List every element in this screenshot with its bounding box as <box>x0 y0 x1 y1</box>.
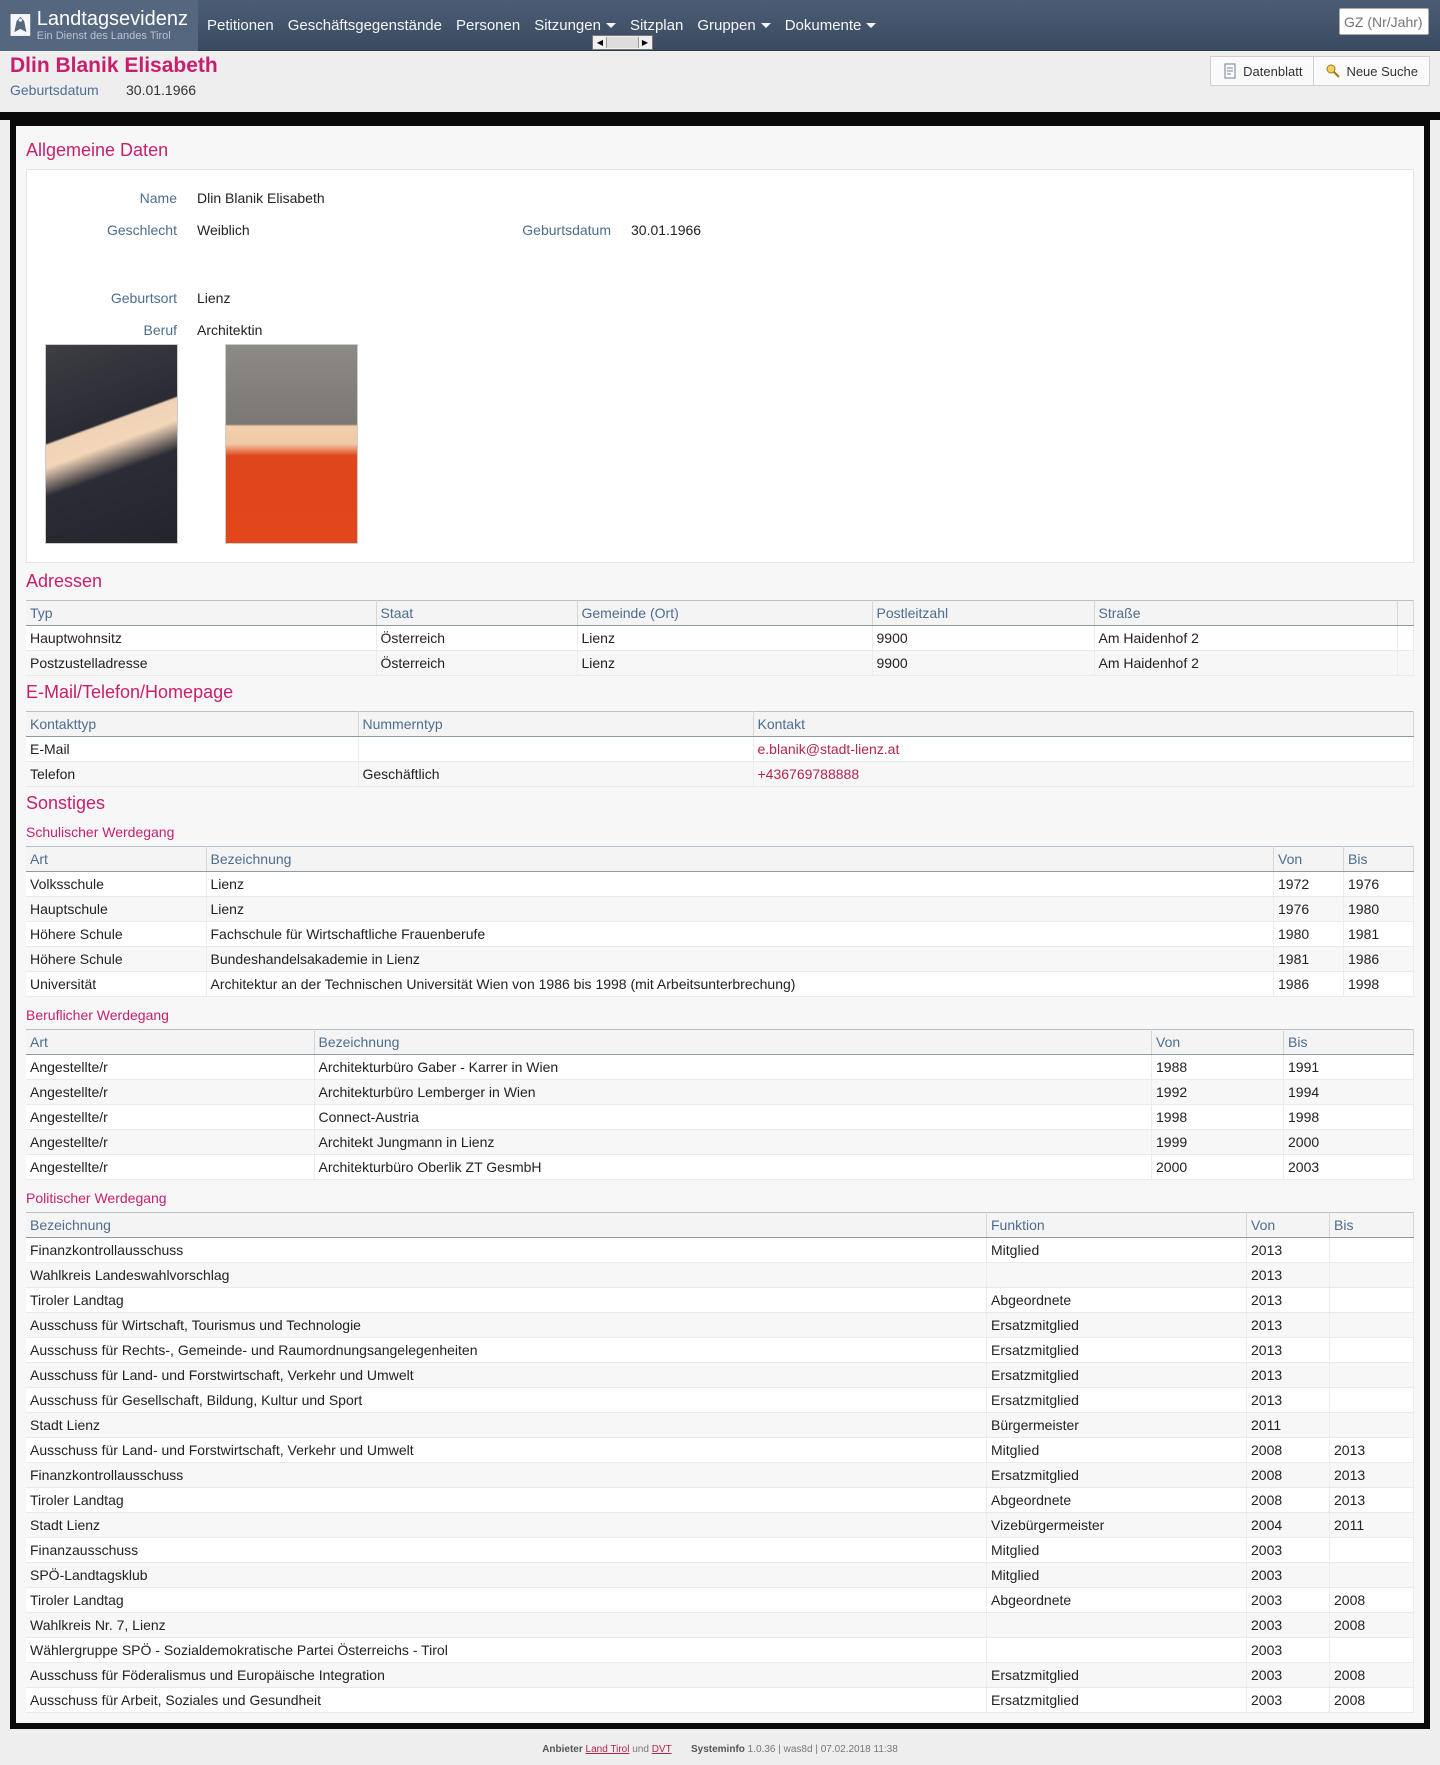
table-row: Wahlkreis Landeswahlvorschlag 2013 <box>26 1263 1414 1288</box>
neue-suche-label: Neue Suche <box>1346 63 1418 79</box>
nav-sitzungen-label: Sitzungen <box>534 16 601 34</box>
table-row: Höhere Schule Bundeshandelsakademie in Lienz 1981 1986 <box>26 947 1414 972</box>
nav-sitzplan[interactable]: Sitzplan <box>629 16 684 34</box>
table-row: Wählergruppe SPÖ - Sozialdemokratische Partei Österreichs - Tirol 2003 <box>26 1638 1414 1663</box>
chevron-down-icon <box>606 23 616 28</box>
table-row: Hauptwohnsitz Österreich Lienz 9900 Am Haidenhof 2 <box>26 626 1414 651</box>
nav-scroller[interactable] <box>592 35 653 50</box>
nav-personen[interactable]: Personen <box>456 16 521 34</box>
geburtsort-value: Lienz <box>197 290 231 306</box>
col-bis: Bis <box>1284 1030 1414 1055</box>
geburtsort-label: Geburtsort <box>110 290 177 306</box>
section-beruflicher-werdegang: Beruflicher Werdegang <box>26 1007 169 1023</box>
col-kontakttyp: Kontakttyp <box>26 712 358 737</box>
table-row: Volksschule Lienz 1972 1976 <box>26 872 1414 897</box>
table-row: Tiroler Landtag Abgeordnete 2013 <box>26 1288 1414 1313</box>
nav-gruppen-label: Gruppen <box>697 16 756 34</box>
table-row: Angestellte/r Architekturbüro Gaber - Karrer in Wien 1988 1991 <box>26 1055 1414 1080</box>
main-panel <box>16 126 1424 1723</box>
footer-anbieter-label: Anbieter <box>542 1744 583 1755</box>
content-wrapper <box>10 120 1430 1729</box>
col-staat: Staat <box>376 601 577 626</box>
chevron-down-icon <box>866 23 876 28</box>
footer-und: und <box>632 1744 649 1755</box>
name-value: Dlin Blanik Elisabeth <box>197 190 325 206</box>
table-row: Angestellte/r Architekturbüro Lemberger in Wien 1992 1994 <box>26 1080 1414 1105</box>
top-navbar <box>0 0 1440 51</box>
col-funktion: Funktion <box>987 1213 1247 1238</box>
table-row: Angestellte/r Architekturbüro Oberlik ZT GesmbH 2000 2003 <box>26 1155 1414 1180</box>
geschlecht-value: Weiblich <box>197 222 250 238</box>
datenblatt-label: Datenblatt <box>1243 63 1303 79</box>
footer-link-dvt[interactable]: DVT <box>651 1744 672 1755</box>
field-row-geschlecht <box>27 214 1413 246</box>
nav-petitionen[interactable]: Petitionen <box>207 16 274 34</box>
person-name: Dlin Blanik Elisabeth <box>10 54 218 77</box>
table-row: Tiroler Landtag Abgeordnete 2003 2008 <box>26 1588 1414 1613</box>
political-table <box>26 1212 1414 1713</box>
col-bezeichnung: Bezeichnung <box>26 1213 987 1238</box>
col-strasse: Straße <box>1094 601 1397 626</box>
eagle-logo-icon <box>10 4 31 46</box>
arrow-left-icon[interactable]: ◀ <box>596 38 604 47</box>
col-bis: Bis <box>1344 847 1414 872</box>
chevron-down-icon <box>761 23 771 28</box>
phone-link[interactable]: +436769788888 <box>757 766 860 782</box>
table-row: Postzustelladresse Österreich Lienz 9900 Am Haidenhof 2 <box>26 651 1414 676</box>
arrow-right-icon[interactable]: ▶ <box>641 38 649 47</box>
main-nav <box>200 0 883 51</box>
col-nummerntyp: Nummerntyp <box>358 712 753 737</box>
table-row: E-Mail e.blanik@stadt-lienz.at <box>26 737 1414 762</box>
col-plz: Postleitzahl <box>872 601 1094 626</box>
nav-gruppen[interactable] <box>690 17 777 34</box>
col-bis: Bis <box>1330 1213 1414 1238</box>
col-kontakt: Kontakt <box>753 712 1414 737</box>
gz-search-input[interactable] <box>1339 8 1429 35</box>
col-von: Von <box>1247 1213 1330 1238</box>
geschlecht-label: Geschlecht <box>106 222 177 238</box>
scroll-thumb[interactable] <box>606 37 639 48</box>
footer-systeminfo-value: 1.0.36 | was8d | 07.02.2018 11:38 <box>747 1744 898 1755</box>
section-politischer-werdegang: Politischer Werdegang <box>26 1190 167 1206</box>
nav-dokumente[interactable] <box>778 17 884 34</box>
beruf-label: Beruf <box>143 322 177 338</box>
geburtsdatum-value: 30.01.1966 <box>631 222 702 238</box>
table-row: Finanzkontrollausschuss Ersatzmitglied 2008 2013 <box>26 1463 1414 1488</box>
table-row: Finanzkontrollausschuss Mitglied 2013 <box>26 1238 1414 1263</box>
table-row: Stadt Lienz Bürgermeister 2011 <box>26 1413 1414 1438</box>
col-von: Von <box>1274 847 1344 872</box>
col-typ: Typ <box>26 601 376 626</box>
section-kontakt: E-Mail/Telefon/Homepage <box>26 682 234 702</box>
col-bezeichnung: Bezeichnung <box>314 1030 1152 1055</box>
table-row: Ausschuss für Rechts-, Gemeinde- und Raumordnungsangelegenheiten Ersatzmitglied 2013 <box>26 1338 1414 1363</box>
col-von: Von <box>1152 1030 1284 1055</box>
col-art: Art <box>26 847 206 872</box>
section-adressen: Adressen <box>26 571 103 591</box>
addresses-table <box>26 600 1414 676</box>
document-icon <box>1222 63 1238 79</box>
table-row: Angestellte/r Architekt Jungmann in Lienz 1999 2000 <box>26 1130 1414 1155</box>
table-row: Ausschuss für Gesellschaft, Bildung, Kultur und Sport Ersatzmitglied 2013 <box>26 1388 1414 1413</box>
school-table <box>26 846 1414 997</box>
table-row: Universität Architektur an der Technischen Universität Wien von 1986 bis 1998 (mit Arbeitsunterbrechung) 1986 1998 <box>26 972 1414 997</box>
beruf-value: Architektin <box>197 322 263 338</box>
table-row: Finanzausschuss Mitglied 2003 <box>26 1538 1414 1563</box>
section-sonstiges: Sonstiges <box>26 793 106 813</box>
general-data-box <box>26 169 1414 563</box>
col-gemeinde: Gemeinde (Ort) <box>577 601 872 626</box>
section-allgemeine-daten: Allgemeine Daten <box>26 140 169 160</box>
table-row: Ausschuss für Land- und Forstwirtschaft, Verkehr und Umwelt Mitglied 2008 2013 <box>26 1438 1414 1463</box>
dob-value: 30.01.1966 <box>126 82 197 98</box>
table-row: Angestellte/r Connect-Austria 1998 1998 <box>26 1105 1414 1130</box>
footer-systeminfo-label: Systeminfo <box>690 1744 745 1755</box>
divider-band <box>0 112 1440 120</box>
brand-title: Landtagsevidenz <box>36 7 188 30</box>
col-art: Art <box>26 1030 314 1055</box>
table-row: Ausschuss für Land- und Forstwirtschaft, Verkehr und Umwelt Ersatzmitglied 2013 <box>26 1363 1414 1388</box>
header-buttons <box>1210 56 1430 86</box>
nav-geschaeftsgegenstaende[interactable]: Geschäftsgegenstände <box>287 16 442 34</box>
col-bezeichnung: Bezeichnung <box>206 847 1274 872</box>
name-label: Name <box>139 190 177 206</box>
table-row: Ausschuss für Wirtschaft, Tourismus und Technologie Ersatzmitglied 2013 <box>26 1313 1414 1338</box>
section-schulischer-werdegang: Schulischer Werdegang <box>26 824 175 840</box>
footer-link-land-tirol[interactable]: Land Tirol <box>585 1744 630 1755</box>
email-link[interactable]: e.blanik@stadt-lienz.at <box>757 741 900 757</box>
brand-subtitle: Ein Dienst des Landes Tirol <box>36 29 171 42</box>
table-row: SPÖ-Landtagsklub Mitglied 2003 <box>26 1563 1414 1588</box>
portrait-photo-2[interactable] <box>225 344 358 544</box>
footer <box>0 1729 1440 1755</box>
nav-sitzungen[interactable] <box>527 17 623 34</box>
table-row: Ausschuss für Föderalismus und Europäische Integration Ersatzmitglied 2003 2008 <box>26 1663 1414 1688</box>
table-row: Hauptschule Lienz 1976 1980 <box>26 897 1414 922</box>
contact-table <box>26 711 1414 787</box>
geburtsdatum-label: Geburtsdatum <box>522 222 611 238</box>
table-row: Telefon Geschäftlich +436769788888 <box>26 762 1414 787</box>
table-row: Stadt Lienz Vizebürgermeister 2004 2011 <box>26 1513 1414 1538</box>
neue-suche-button[interactable] <box>1314 56 1430 86</box>
table-row: Ausschuss für Arbeit, Soziales und Gesundheit Ersatzmitglied 2003 2008 <box>26 1688 1414 1713</box>
table-row: Wahlkreis Nr. 7, Lienz 2003 2008 <box>26 1613 1414 1638</box>
nav-dokumente-label: Dokumente <box>784 16 862 34</box>
portrait-photo-1[interactable] <box>45 344 178 544</box>
field-row-geburtsort <box>27 282 1413 314</box>
search-key-icon <box>1325 63 1341 79</box>
dob-label: Geburtsdatum <box>10 82 99 98</box>
career-table <box>26 1029 1414 1180</box>
table-row: Höhere Schule Fachschule für Wirtschaftliche Frauenberufe 1980 1981 <box>26 922 1414 947</box>
field-row-name <box>27 182 1413 214</box>
page-header <box>0 51 1440 112</box>
datenblatt-button[interactable] <box>1210 56 1314 86</box>
table-row: Tiroler Landtag Abgeordnete 2008 2013 <box>26 1488 1414 1513</box>
field-row-beruf <box>27 314 1413 346</box>
brand[interactable] <box>0 0 198 51</box>
